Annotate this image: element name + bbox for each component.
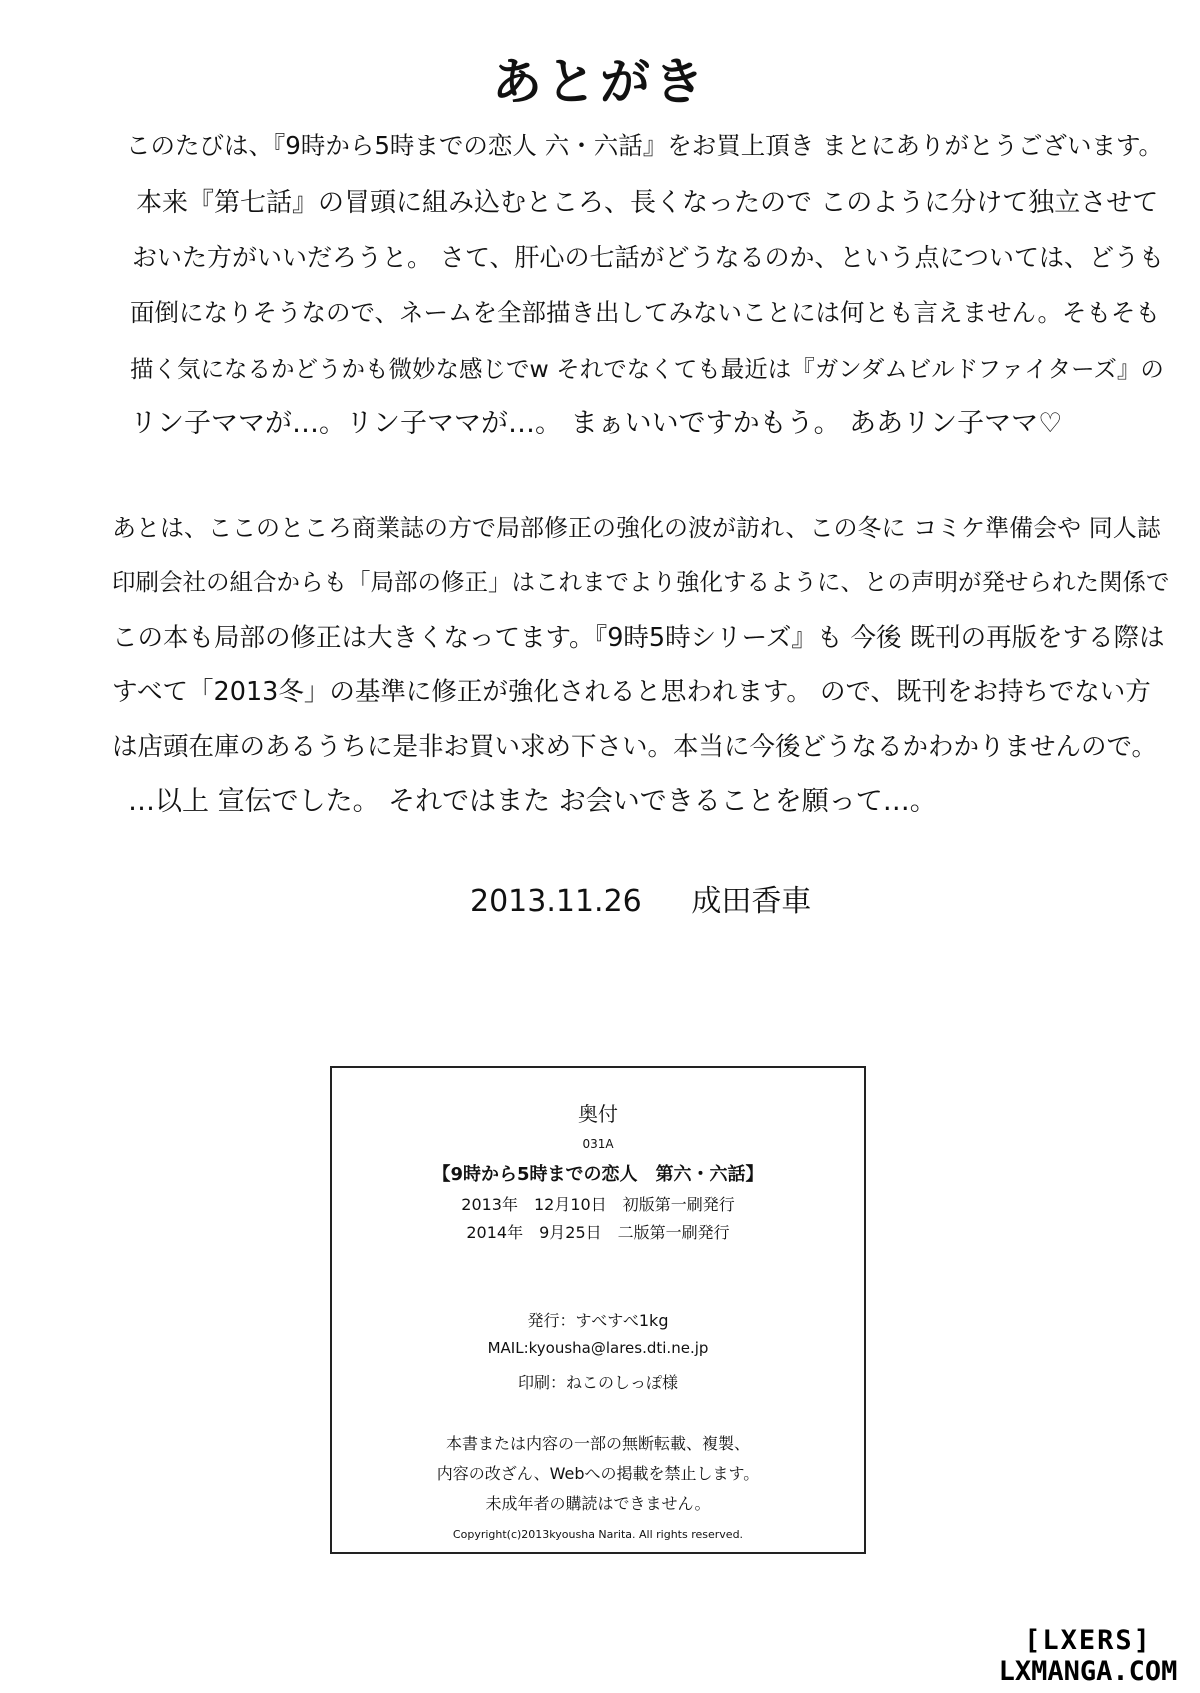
paragraph-2-line: 印刷会社の組合からも「局部の修正」はこれまでより強化するように、との声明が発せられた関係で xyxy=(112,568,1170,596)
paragraph-2-line: この本も局部の修正は大きくなってます。『9時5時シリーズ』も 今後 既刊の再版をする際は xyxy=(112,623,1165,653)
paragraph-1-line: おいた方がいいだろうと。 さて、肝心の七話がどうなるのか、という点については、どうも xyxy=(132,243,1164,272)
paragraph-1-line: 本来『第七話』の冒頭に組み込むところ、長くなったので このように分けて独立させて xyxy=(136,188,1159,218)
colophon-first-edition: 2013年 12月10日 初版第一刷発行 xyxy=(461,1195,735,1214)
paragraph-2-line: あとは、ここのところ商業誌の方で局部修正の強化の波が訪れ、この冬に コミケ準備会や 同人誌 xyxy=(112,514,1161,542)
colophon-book-title: 【9時から5時までの恋人 第六・六話】 xyxy=(432,1164,764,1185)
colophon-printer: 印刷：ねこのしっぽ様 xyxy=(517,1373,678,1392)
colophon-notice: 内容の改ざん、Webへの掲載を禁止します。 xyxy=(436,1464,760,1483)
paragraph-1-line: 面倒になりそうなので、ネームを全部描き出してみないことには何とも言えません。そもそも xyxy=(130,298,1160,327)
paragraph-2-line: …以上 宣伝でした。 それではまた お会いできることを願って…。 xyxy=(128,786,937,817)
afterword-title: あとがき xyxy=(492,53,708,111)
colophon-notice: 本書または内容の一部の無断転載、複製、 xyxy=(445,1434,750,1453)
colophon-second-edition: 2014年 9月25日 二版第一刷発行 xyxy=(466,1223,730,1242)
paragraph-1-line: リン子ママが…。リン子ママが…。 まぁいいですかもう。 ああリン子ママ♡ xyxy=(130,408,1063,439)
signature-author: 成田香車 xyxy=(691,884,812,919)
colophon-copyright: Copyright(c)2013kyousha Narita. All rights reserved. xyxy=(452,1528,744,1541)
colophon-heading: 奥付 xyxy=(578,1102,618,1126)
colophon-publisher: 発行：すべすべ1kg xyxy=(527,1311,669,1330)
paragraph-2-line: すべて「2013冬」の基準に修正が強化されると思われます。 ので、既刊をお持ちでない方 xyxy=(112,677,1151,707)
watermark-line: LXMANGA.COM xyxy=(998,1656,1178,1687)
colophon-notice: 未成年者の購読はできません。 xyxy=(485,1494,711,1513)
site-watermark xyxy=(988,1627,1188,1685)
paragraph-1-line: 描く気になるかどうかも微妙な感じでw それでなくても最近は『ガンダムビルドファイターズ』の xyxy=(130,355,1164,383)
colophon-box xyxy=(330,1066,866,1554)
signature xyxy=(470,876,811,920)
paragraph-2-line: は店頭在庫のあるうちに是非お買い求め下さい。本当に今後どうなるかわかりませんので。 xyxy=(112,732,1157,762)
paragraph-1-line: このたびは、『9時から5時までの恋人 六・六話』をお買上頂き まとにありがとうございます。 xyxy=(126,131,1164,160)
colophon-code: 031A xyxy=(582,1137,614,1151)
colophon-mail: MAIL:kyousha@lares.dti.ne.jp xyxy=(487,1339,709,1357)
watermark-line: [LXERS] xyxy=(1024,1625,1152,1656)
signature-date: 2013.11.26 xyxy=(470,884,642,919)
